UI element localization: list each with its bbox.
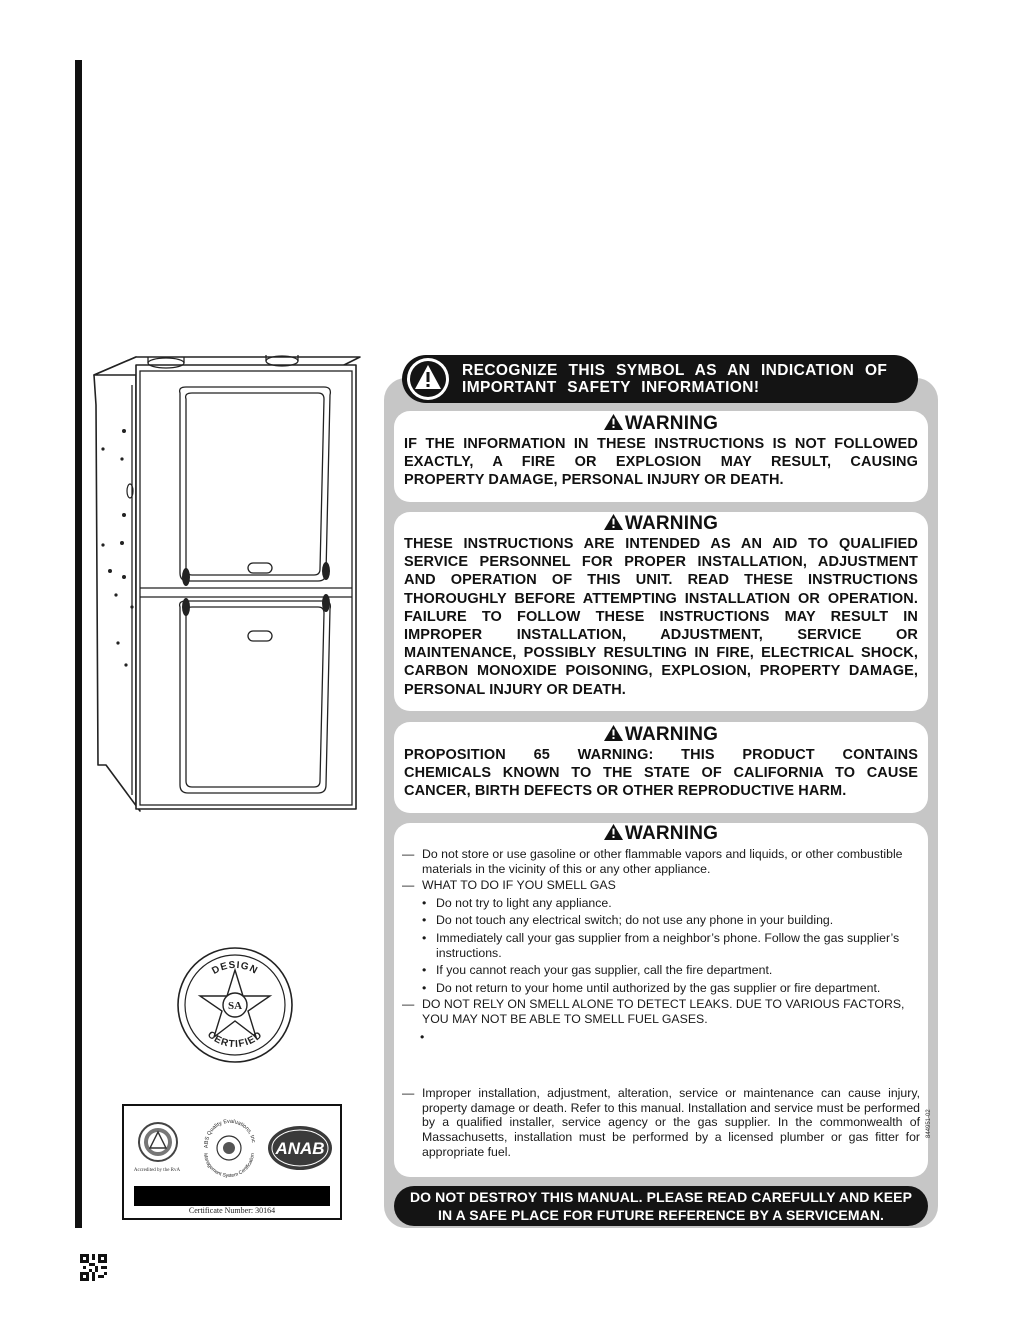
gas-bullet-item: • Do not return to your home until authorized by the gas supplier or fire department. bbox=[422, 980, 881, 995]
warning-line: THESE INSTRUCTIONS ARE INTENDED AS AN AID TO QUALIFIED bbox=[404, 536, 918, 552]
warning-title-text: WARNING bbox=[624, 823, 719, 844]
warning-line: CANCER, BIRTH DEFECTS OR OTHER REPRODUCTIVE HARM. bbox=[404, 783, 847, 800]
gas-bullet-item: • Immediately call your gas supplier from a neighbor’s phone. Follow the gas supplier’s instructions. bbox=[422, 930, 900, 960]
warning-title-text: WARNING bbox=[624, 724, 719, 745]
warning-line: CHEMICALS KNOWN TO THE STATE OF CALIFORNIA TO CAUSE bbox=[404, 765, 918, 782]
gas-warning-item: — Do not store or use gasoline or other flammable vapors and liquids, or other combustible materials in the vicinity of this or any other appliance. bbox=[402, 847, 903, 876]
alert-triangle-icon bbox=[604, 414, 623, 430]
rva-logo-icon bbox=[136, 1118, 180, 1166]
anab-text: ANAB bbox=[275, 1139, 325, 1158]
footer-line: DO NOT DESTROY THIS MANUAL. PLEASE READ CAREFULLY AND KEEP bbox=[409, 1189, 913, 1205]
gas-warning-item: — Improper installation, adjustment, alteration, service or maintenance can cause injury, property damage or death. Refer to this manual. Installation and service must be performed by a qualified installer, service agency or the gas supplier. In the commonwealth of Massachusetts, installation must be performed by a licensed plumber or gas fitter for appropriate fuel. bbox=[402, 1086, 920, 1159]
seal-top-text: DESIGN bbox=[210, 959, 260, 977]
gas-bullet-text: If you cannot reach your gas supplier, call the fire department. bbox=[436, 963, 773, 978]
gas-warning-text: WHAT TO DO IF YOU SMELL GAS bbox=[422, 878, 616, 893]
cert-black-bar bbox=[134, 1186, 330, 1206]
footer-line: IN A SAFE PLACE FOR FUTURE REFERENCE BY A SERVICEMAN. bbox=[437, 1206, 885, 1223]
seal-bottom-text: CERTIFIED bbox=[205, 1029, 265, 1051]
accredited-text: Accredited by the RvA bbox=[133, 1168, 181, 1173]
warning-line: FAILURE TO FOLLOW THESE INSTRUCTIONS MAY RESULT IN bbox=[404, 608, 918, 625]
gas-warning-text: Improper installation, adjustment, alteration, service or maintenance can cause injury, property damage or death. Refer to this manual. Installation and service must be performed by a qualified installer, service agency or the gas supplier. In the commonwealth of Massachusetts, installation must be performed by a licensed plumber or gas fitter for appropriate fuel. bbox=[422, 1086, 920, 1159]
gas-bullet-item: • If you cannot reach your gas supplier, call the fire department. bbox=[422, 963, 773, 978]
gas-bullet-text: Do not touch any electrical switch; do not use any phone in your building. bbox=[436, 913, 834, 928]
warning-line: THOROUGHLY BEFORE ATTEMPTING INSTALLATION OR OPERATION. bbox=[404, 590, 918, 607]
warning-box-gas bbox=[394, 823, 928, 1177]
safety-symbol-text: RECOGNIZE THIS SYMBOL AS AN INDICATION OF IMPORTANT SAFETY INFORMATION! bbox=[462, 362, 888, 396]
warning-title-text: WARNING bbox=[624, 513, 719, 534]
warning-line: IMPROPER INSTALLATION, ADJUSTMENT, SERVICE OR bbox=[404, 627, 918, 644]
certification-box bbox=[122, 1104, 342, 1220]
certificate-number: Certificate Number: 30164 bbox=[188, 1206, 276, 1215]
warning-title bbox=[404, 413, 918, 435]
document-code: 844951-02 bbox=[926, 1109, 932, 1138]
qr-code-icon bbox=[80, 1254, 107, 1281]
abs-seal-text: ABS Quality Evaluations, Inc bbox=[203, 1118, 257, 1149]
abs-seal-bottom-text: Management System Certification bbox=[201, 1152, 256, 1180]
warning-title bbox=[404, 513, 918, 535]
gas-warning-text: DO NOT RELY ON SMELL ALONE TO DETECT LEAKS. DUE TO VARIOUS FACTORS, YOU MAY NOT BE ABLE TO SMELL FUEL GASES. bbox=[422, 997, 905, 1026]
warning-line: MAINTENANCE, POSSIBLY RESULTING IN FIRE, ELECTRICAL SHOCK, bbox=[404, 645, 918, 662]
warning-line: SERVICE PERSONNEL FOR PROPER INSTALLATION, ADJUSTMENT bbox=[404, 554, 918, 571]
empty-bullet: • bbox=[420, 1029, 425, 1044]
warning-box-instructions bbox=[394, 512, 928, 711]
gas-bullet-item: • Do not touch any electrical switch; do not use any phone in your building. bbox=[422, 913, 834, 928]
warning-line: IF THE INFORMATION IN THESE INSTRUCTIONS IS NOT FOLLOWED bbox=[404, 436, 918, 452]
footer-banner bbox=[394, 1186, 928, 1226]
gas-bullet-text: Do not return to your home until authorized by the gas supplier or fire department. bbox=[436, 980, 881, 995]
abs-seal-icon bbox=[196, 1112, 262, 1182]
warning-title-text: WARNING bbox=[624, 413, 719, 434]
gas-bullet-item: • Do not try to light any appliance. bbox=[422, 895, 612, 910]
sidebar-rule bbox=[75, 60, 82, 1228]
design-certified-seal bbox=[176, 946, 294, 1064]
warning-line: PERSONAL INJURY OR DEATH. bbox=[404, 681, 626, 698]
warning-box-fire bbox=[394, 411, 928, 502]
warning-line: AND OPERATION OF THIS UNIT. READ THESE INSTRUCTIONS bbox=[404, 572, 918, 589]
seal-center-text: SA bbox=[227, 1000, 243, 1012]
anab-logo-icon bbox=[266, 1124, 334, 1172]
gas-bullet-text: Immediately call your gas supplier from a neighbor’s phone. Follow the gas supplier’s instructions. bbox=[436, 930, 900, 960]
warning-line: CARBON MONOXIDE POISONING, EXPLOSION, PROPERTY DAMAGE, bbox=[404, 663, 918, 680]
safety-symbol-banner bbox=[402, 355, 918, 403]
warning-box-prop65 bbox=[394, 722, 928, 813]
gas-warning-text: Do not store or use gasoline or other flammable vapors and liquids, or other combustible materials in the vicinity of this or any other appliance. bbox=[422, 847, 903, 876]
warning-line: PROPOSITION 65 WARNING: THIS PRODUCT CONTAINS bbox=[404, 747, 918, 763]
warning-line: PROPERTY DAMAGE, PERSONAL INJURY OR DEATH. bbox=[404, 472, 784, 489]
alert-triangle-icon bbox=[604, 725, 623, 741]
furnace-illustration bbox=[88, 345, 368, 815]
alert-triangle-icon bbox=[604, 824, 623, 840]
gas-warning-item: — WHAT TO DO IF YOU SMELL GAS bbox=[402, 878, 616, 893]
alert-triangle-icon bbox=[604, 514, 623, 530]
gas-warning-item: — DO NOT RELY ON SMELL ALONE TO DETECT LEAKS. DUE TO VARIOUS FACTORS, YOU MAY NOT BE ABLE TO SMELL FUEL GASES. bbox=[402, 997, 905, 1026]
warning-triangle-icon bbox=[404, 355, 452, 403]
warning-title bbox=[404, 724, 918, 746]
warning-line: EXACTLY, A FIRE OR EXPLOSION MAY RESULT, CAUSING bbox=[404, 454, 918, 471]
warning-title bbox=[402, 823, 920, 845]
gas-bullet-text: Do not try to light any appliance. bbox=[436, 895, 612, 910]
